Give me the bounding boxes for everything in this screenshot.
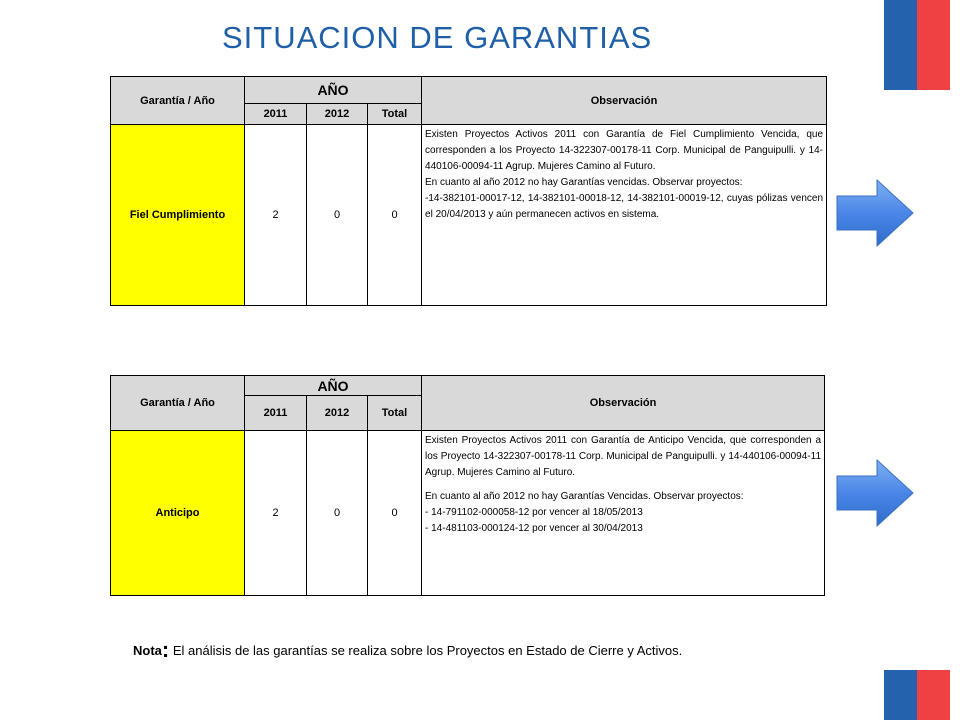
table-row [111, 125, 827, 306]
garantias-table-anticipo [110, 375, 825, 596]
header-2012: 2012 [307, 104, 368, 125]
header-garantia-anio: Garantía / Año [111, 77, 245, 125]
garantia-type: Anticipo [111, 431, 245, 596]
nota [133, 637, 682, 663]
header-anio: AÑO [245, 77, 422, 104]
header-2012: 2012 [307, 396, 368, 431]
flag-bottom-icon [884, 670, 950, 720]
nota-colon: : [161, 637, 170, 662]
observacion-paragraph: -14-382101-00017-12, 14-382101-00018-12, 14-382101-00019-12, cuyas pólizas vencen el 20/04/2013 y aún permanecen activos en sistema. [425, 193, 824, 220]
nota-label: Nota [133, 643, 162, 658]
right-arrow-icon [835, 178, 915, 248]
page-title: SITUACION DE GARANTIAS [222, 20, 653, 55]
observacion-paragraph: Existen Proyectos Activos 2011 con Garantía de Fiel Cumplimiento Vencida, que corresponden a los Proyecto 14-322307-00178-11 Corp. Municipal de Panguipulli. y 14-440106-00094-11 Agrup. Mujeres Camino al Futuro. [425, 129, 824, 172]
value-2011: 2 [245, 125, 307, 306]
right-arrow-icon [835, 458, 915, 528]
header-total: Total [368, 396, 422, 431]
observacion-paragraph: - 14-481103-000124-12 por vencer al 30/04/2013 [425, 523, 643, 534]
value-total: 0 [368, 125, 422, 306]
garantias-table-fiel-cumplimiento [110, 76, 827, 306]
observacion-text [422, 431, 825, 596]
header-observacion: Observación [422, 376, 825, 431]
header-2011: 2011 [245, 104, 307, 125]
table-row [111, 431, 825, 596]
header-anio: AÑO [245, 376, 422, 396]
observacion-paragraph: En cuanto al año 2012 no hay Garantías vencidas. Observar proyectos: [425, 177, 743, 188]
header-total: Total [368, 104, 422, 125]
observacion-text [422, 125, 827, 306]
header-garantia-anio: Garantía / Año [111, 376, 245, 431]
value-total: 0 [368, 431, 422, 596]
value-2012: 0 [307, 125, 368, 306]
value-2011: 2 [245, 431, 307, 596]
flag-top-icon [884, 0, 950, 90]
nota-text: El análisis de las garantías se realiza sobre los Proyectos en Estado de Cierre y Activos. [169, 643, 683, 658]
header-2011: 2011 [245, 396, 307, 431]
value-2012: 0 [307, 431, 368, 596]
observacion-paragraph: Existen Proyectos Activos 2011 con Garantía de Anticipo Vencida, que corresponden a los Proyecto 14-322307-00178-11 Corp. Municipal de Panguipulli. y 14-440106-00094-11 Agrup. Mujeres Camino al Futuro. [425, 435, 822, 478]
observacion-paragraph: - 14-791102-000058-12 por vencer al 18/05/2013 [425, 507, 643, 518]
header-observacion: Observación [422, 77, 827, 125]
garantia-type: Fiel Cumplimiento [111, 125, 245, 306]
observacion-paragraph: En cuanto al año 2012 no hay Garantías Vencidas. Observar proyectos: [425, 491, 744, 502]
